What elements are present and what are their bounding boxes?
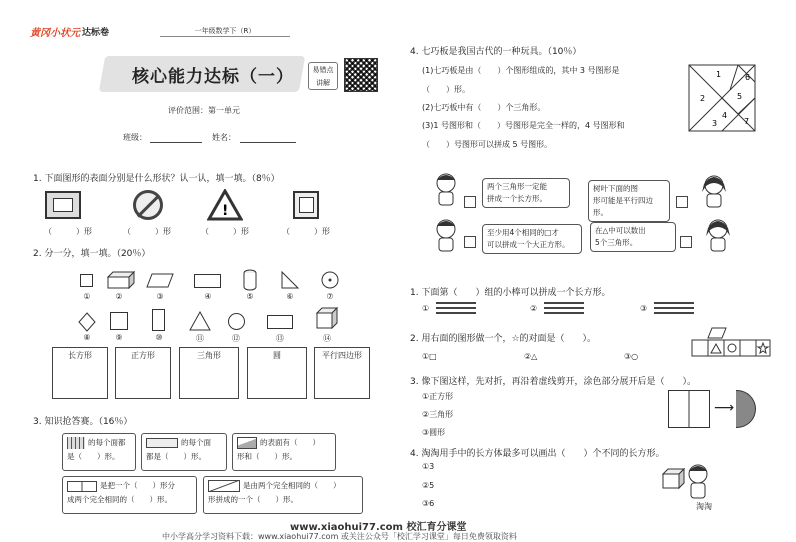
fold-paper-figure (668, 390, 710, 428)
shape-number: ⑭ (323, 334, 331, 343)
sticks-icon (544, 302, 584, 316)
footer-text: 中小学高分学习资料下载：www.xiaohui77.com 或关注公众号「校汇学习课堂」每日免费领取资料 (162, 532, 517, 541)
sticks-icon (436, 302, 476, 316)
shape-circle (228, 313, 245, 330)
category-box-rectangle[interactable] (52, 347, 108, 399)
judge-checkbox-2[interactable] (464, 236, 476, 248)
category-box-triangle[interactable] (179, 347, 239, 399)
shape-right-triangle (281, 271, 299, 289)
boy-icon-2 (432, 218, 460, 252)
tangram-number: 6 (745, 73, 751, 82)
card-line: 的每个面 (181, 438, 211, 447)
road-sign-circle (133, 190, 163, 220)
shape-number: ⑩ (155, 333, 163, 342)
card-line[interactable]: 成两个完全相同的（ ）形。 (67, 495, 172, 504)
card-line[interactable]: 形拼成的一个（ ）形。 (208, 495, 298, 504)
choice-q1-option-3[interactable]: ③ (640, 304, 648, 313)
shape-cube (316, 307, 338, 329)
class-field[interactable] (150, 142, 202, 143)
choice-q4-option-3[interactable]: ③6 (422, 499, 435, 508)
q1-blank-2[interactable]: （ ）形 (123, 227, 171, 236)
shape-number: ③ (156, 292, 164, 301)
q4-line-5[interactable]: （ ）号图形可以拼成 5 号图形。 (422, 140, 553, 149)
qr-code-icon (344, 58, 378, 92)
shape-wide-rectangle (194, 274, 221, 288)
card-line[interactable]: 都是（ ）形。 (146, 452, 206, 461)
shape-cuboid (107, 271, 135, 289)
choice-q3-prompt: 3. 像下图这样，先对折，再沿着虚线剪开，涂色部分展开后是（ ）。 (410, 377, 696, 387)
card-line[interactable]: 是把一个（ ）形分 (100, 481, 175, 490)
cheese-icon (237, 437, 257, 449)
sticks-icon (654, 302, 694, 316)
footer-watermark: www.xiaohui77.com 校汇育分课堂 (290, 522, 467, 533)
tangram-number: 5 (737, 92, 743, 101)
shape-number: ⑪ (196, 334, 204, 343)
choice-q2-option-2[interactable]: ②△ (524, 352, 538, 361)
q4-prompt: 4. 七巧板是我国古代的一种玩具。（10％） (410, 47, 582, 57)
choice-q3-option-2[interactable]: ②三角形 (422, 410, 454, 419)
judge-checkbox-3[interactable] (676, 196, 688, 208)
choice-q3-option-3[interactable]: ③圆形 (422, 428, 446, 437)
choice-q1-option-1[interactable]: ① (422, 304, 430, 313)
q1-blank-4[interactable]: （ ）形 (282, 227, 330, 236)
road-sign-rect (45, 191, 81, 219)
card-line: 的每个面都 (88, 438, 126, 447)
tangram-number: 4 (722, 111, 728, 120)
category-label: 三角形 (197, 351, 221, 360)
q2-prompt: 2. 分一分，填一填。（20％） (33, 249, 151, 259)
choice-q2-option-3[interactable]: ③○ (624, 352, 639, 361)
tangram-number: 2 (700, 94, 706, 103)
q1-blank-1[interactable]: （ ）形 (44, 227, 92, 236)
shape-ball (321, 271, 339, 289)
shape-cylinder (243, 269, 257, 291)
category-label: 长方形 (68, 351, 92, 360)
girl-icon-1 (700, 174, 728, 208)
quiz-card-split-rectangle (62, 476, 197, 514)
q4-line-3[interactable]: (2)七巧板中有（ ）个三角形。 (422, 103, 546, 112)
choice-q1-option-2[interactable]: ② (530, 304, 538, 313)
judge-checkbox-1[interactable] (464, 196, 476, 208)
shape-number: ② (115, 292, 123, 301)
grade-label: 一年级数学下（R） (160, 26, 290, 37)
category-box-square[interactable] (115, 347, 171, 399)
name-field[interactable] (240, 142, 296, 143)
boy-with-box-icon (660, 462, 716, 500)
shape-number: ⑧ (83, 333, 91, 342)
category-label: 圆 (273, 351, 281, 360)
box-icon (146, 438, 178, 448)
girl-icon-2 (704, 218, 732, 252)
choice-q4-option-1[interactable]: ①3 (422, 462, 435, 471)
category-label: 平行四边形 (322, 351, 362, 360)
choice-q1-prompt: 1. 下面第（ ）组的小棒可以拼成一个长方形。 (410, 288, 611, 298)
card-line[interactable]: 是（ ）形。 (67, 452, 120, 461)
shape-number: ⑫ (232, 334, 240, 343)
cube-net-figure (690, 326, 772, 366)
shape-parallelogram (146, 273, 174, 288)
tangram-number: 3 (712, 119, 718, 128)
boy-icon-1 (432, 172, 460, 206)
shape-number: ⑦ (326, 292, 334, 301)
judge-checkbox-4[interactable] (680, 236, 692, 248)
split-rectangle-icon (67, 481, 97, 492)
choice-q4-option-2[interactable]: ②5 (422, 481, 435, 490)
choice-q2-option-1[interactable]: ①□ (422, 352, 437, 361)
q4-line-1[interactable]: (1)七巧板是由（ ）个图形组成的，其中 3 号图形是 (422, 66, 620, 75)
category-box-circle[interactable] (247, 347, 307, 399)
tangram-number: 1 (716, 70, 722, 79)
q3-prompt: 3. 知识抢答赛。（16％） (33, 417, 133, 427)
q1-blank-3[interactable]: （ ）形 (201, 227, 249, 236)
cube-grid-icon (67, 437, 85, 449)
road-sign-square (293, 191, 319, 219)
shape-triangle (189, 311, 211, 331)
quiz-card-cube (62, 433, 136, 471)
shape-flat-rectangle (267, 315, 293, 329)
choice-q2-prompt: 2. 用右面的图形做一个，☆的对面是（ ）。 (410, 334, 597, 344)
explain-badge: 易错点 讲解 (308, 62, 338, 90)
quiz-card-cheese (232, 433, 336, 471)
choice-q3-option-1[interactable]: ①正方形 (422, 392, 454, 401)
card-line[interactable]: 的表面有（ ） (260, 438, 320, 447)
card-line[interactable]: 形和（ ）形。 (237, 452, 297, 461)
shape-number: ⑤ (246, 292, 254, 301)
shape-diamond (78, 312, 96, 332)
judge-bubble-4: 在△中可以数出 5个三角形。 (590, 222, 676, 252)
quiz-card-diagonal-rectangle (203, 476, 363, 514)
judge-bubble-1: 两个三角形一定能 拼成一个长方形。 (482, 178, 570, 208)
page-title: 核心能力达标（一） (132, 67, 294, 87)
q4-line-4[interactable]: (3)1 号图形和（ ）号图形是完全一样的，4 号图形和 (422, 121, 625, 130)
name-field-label: 姓名： (212, 133, 236, 142)
svg-text:!: ! (222, 203, 229, 219)
shape-number: ⑥ (286, 292, 294, 301)
quiz-card-box (141, 433, 227, 471)
card-line[interactable]: 是由两个完全相同的（ ） (243, 481, 341, 490)
tangram-number: 7 (744, 117, 750, 126)
q1-prompt: 1. 下面图形的表面分别是什么形状？认一认，填一填。（8％） (33, 174, 280, 184)
boy-name-label: 淘淘 (696, 502, 712, 511)
judge-bubble-2: 至少用4个相同的□才 可以拼成一个大正方形。 (482, 224, 582, 254)
shape-small-square (80, 274, 93, 287)
q4-line-2[interactable]: （ ）形。 (422, 85, 470, 94)
brand-logo: 黄冈小状元 (30, 28, 80, 39)
category-box-parallelogram[interactable] (314, 347, 370, 399)
diagonal-rectangle-icon (208, 480, 240, 492)
shape-number: ④ (204, 292, 212, 301)
choice-q4-prompt: 4. 淘淘用手中的长方体最多可以画出（ ）个不同的长方形。 (410, 449, 665, 459)
evaluation-scope: 评价范围：第一单元 (168, 106, 240, 115)
shape-tall-rectangle (152, 309, 165, 331)
arrow-icon: ⟶ (714, 400, 735, 416)
road-sign-triangle (207, 189, 243, 221)
judge-bubble-3: 树叶下面的图 形可能是平行四边形。 (588, 180, 670, 222)
category-label: 正方形 (131, 351, 155, 360)
shape-number: ⑨ (115, 333, 123, 342)
shape-number: ⑬ (276, 334, 284, 343)
half-circle-figure (736, 390, 756, 428)
series-name: 达标卷 (82, 28, 110, 38)
shape-square (110, 312, 128, 330)
shape-number: ① (83, 292, 91, 301)
tangram-figure (688, 64, 756, 132)
class-field-label: 班级： (123, 133, 147, 142)
